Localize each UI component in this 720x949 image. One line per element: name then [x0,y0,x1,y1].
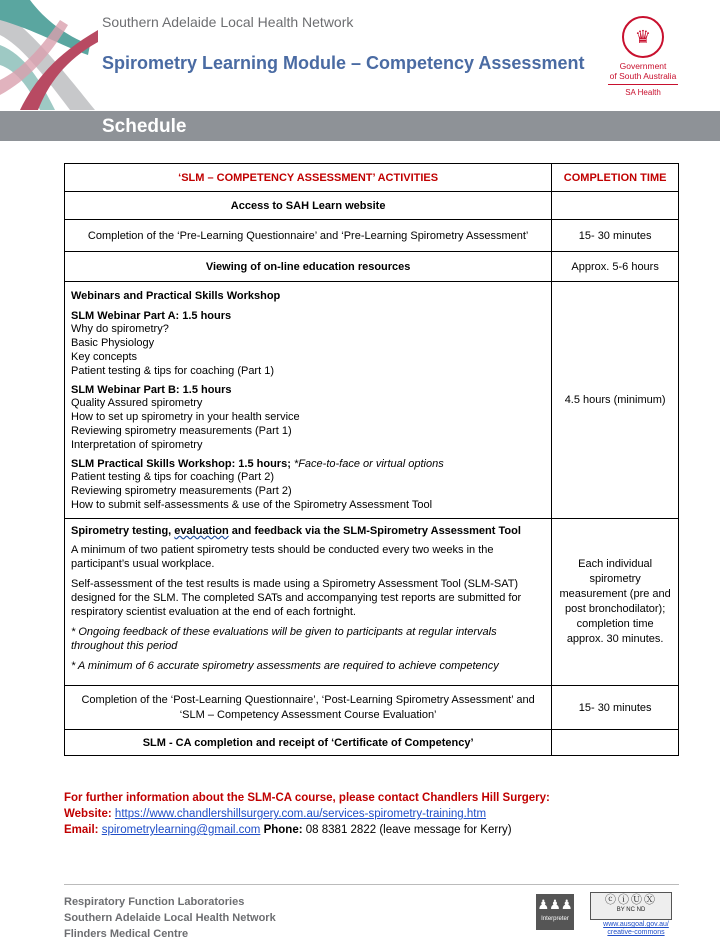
list-item: Patient testing & tips for coaching (Part 2) [71,471,274,483]
email-link[interactable]: spirometrylearning@gmail.com [101,824,261,836]
schedule-bar [0,111,720,141]
email-label: Email: [64,824,102,836]
sa-government-crest-icon: ♛ [622,16,664,58]
row-online-resources: Viewing of on-line education resources [65,252,552,282]
row-access-time [552,192,679,220]
module-title: Spirometry Learning Module – Competency Assessment [102,53,585,73]
footer [64,894,276,942]
table-row [65,519,679,686]
phone-note: (leave message for Kerry) [376,824,512,836]
contact-info [64,790,550,838]
testing-title-part: and feedback via the SLM-Spirometry Assessment Tool [228,525,521,537]
webinar-b-title: SLM Webinar Part B: 1.5 hours [71,384,232,396]
header-swoosh-graphic [0,0,100,110]
footer-line-1: Respiratory Function Laboratories [64,896,245,908]
list-item: How to set up spirometry in your health service [71,411,300,423]
footer-line-3: Flinders Medical Centre [64,928,189,940]
table-row [65,282,679,519]
row-testing-time: Each individual spirometry measurement (pre and post bronchodilator); completion time approx. 30 minutes. [552,519,679,686]
gov-logo-sub: SA Health [608,84,678,97]
row-postlearning-time: 15- 30 minutes [552,686,679,730]
table-row [65,192,679,220]
table-row [65,252,679,282]
cc-link-line2[interactable]: creative-commons [607,929,665,936]
row-access-sah-learn: Access to SAH Learn website [65,192,552,220]
creative-commons-by-nc-nd-icon: ⓒⓘⓊⓍ BY NC ND [590,892,672,920]
list-item: Patient testing & tips for coaching (Part 1) [71,365,274,377]
testing-paragraph-1: A minimum of two patient spirometry tests should be conducted every two weeks in the participant’s usual workplace. [71,544,494,570]
testing-title-part: evaluation [174,525,229,537]
list-item: Interpretation of spirometry [71,439,203,451]
workshop-title: SLM Practical Skills Workshop: 1.5 hours; [71,458,294,470]
row-webinars-time: 4.5 hours (minimum) [552,282,679,519]
row-testing [65,519,552,686]
government-logo [596,16,690,97]
row-prelearning: Completion of the ‘Pre-Learning Questionnaire’ and ‘Pre-Learning Spirometry Assessment’ [65,220,552,252]
row-online-time: Approx. 5-6 hours [552,252,679,282]
website-label: Website: [64,808,115,820]
table-header-row [65,164,679,192]
list-item: Why do spirometry? [71,323,169,335]
table-row [65,220,679,252]
interpreter-symbol-icon: ♟♟♟ Interpreter [536,894,574,930]
organization-name: Southern Adelaide Local Health Network [102,14,354,30]
workshop-heading [71,458,545,470]
page-header [0,0,720,110]
row-webinars [65,282,552,519]
row-certificate: SLM - CA completion and receipt of ‘Certificate of Competency’ [65,730,552,756]
contact-website-line [64,806,550,822]
list-item: Reviewing spirometry measurements (Part 2) [71,485,292,497]
row-prelearning-time: 15- 30 minutes [552,220,679,252]
row-postlearning: Completion of the ‘Post-Learning Questionnaire’, ‘Post-Learning Spirometry Assessment’ and ‘SLM – Competency Assessment Course Evaluation’ [65,686,552,730]
header-activities: ‘SLM – COMPETENCY ASSESSMENT’ ACTIVITIES [65,164,552,192]
list-item: How to submit self-assessments & use of the Spirometry Assessment Tool [71,499,433,511]
list-item: Key concepts [71,351,138,363]
webinar-a-title: SLM Webinar Part A: 1.5 hours [71,310,232,322]
list-item: Quality Assured spirometry [71,397,203,409]
footer-divider [64,884,679,885]
cc-license-text: BY NC ND [616,907,646,913]
workshop-note: *Face-to-face or virtual options [293,458,444,470]
contact-email-line [64,822,550,838]
website-link[interactable]: https://www.chandlershillsurgery.com.au/services-spirometry-training.htm [114,808,487,820]
phone-label: Phone: [260,824,306,836]
gov-logo-line1: Government [619,61,667,71]
cc-link-line1[interactable]: www.ausgoal.gov.au/ [603,921,669,928]
interpreter-label: Interpreter [541,916,569,922]
testing-title-part: Spirometry testing, [71,525,175,537]
testing-note-1: * Ongoing feedback of these evaluations will be given to participants at regular intervals throughout this period [71,626,497,652]
schedule-table [64,163,679,756]
list-item: Basic Physiology [71,337,155,349]
row-certificate-time [552,730,679,756]
testing-paragraph-2: Self-assessment of the test results is made using a Spirometry Assessment Tool (SLM-SAT) designed for the SLM. The completed SATs and accompanying test reports are submitted for respiratory scientist evaluation at the end of each fortnight. [71,578,522,618]
table-row [65,730,679,756]
schedule-heading: Schedule [102,116,187,137]
table-row [65,686,679,730]
cc-link[interactable] [600,921,672,937]
header-completion-time: COMPLETION TIME [552,164,679,192]
phone-number: 08 8381 2822 [305,824,377,836]
testing-title [71,525,545,537]
webinars-title: Webinars and Practical Skills Workshop [71,290,281,302]
footer-line-2: Southern Adelaide Local Health Network [64,912,276,924]
gov-logo-line2: of South Australia [609,71,677,81]
testing-note-2: * A minimum of 6 accurate spirometry assessments are required to achieve competency [71,660,499,672]
list-item: Reviewing spirometry measurements (Part 1) [71,425,292,437]
contact-intro: For further information about the SLM-CA course, please contact Chandlers Hill Surgery: [64,792,550,804]
